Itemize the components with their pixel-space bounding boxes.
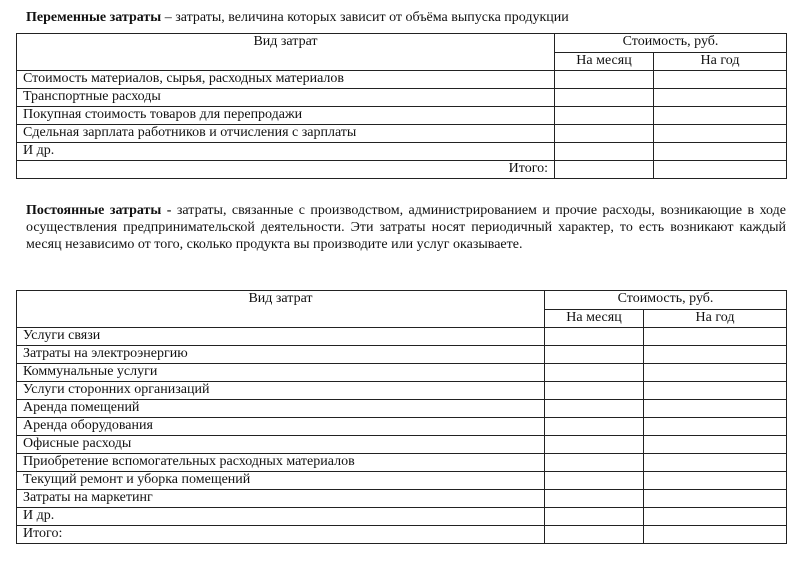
month-cost-cell[interactable] [555,143,654,161]
month-cost-cell[interactable] [545,382,644,400]
cost-type-cell: Стоимость материалов, сырья, расходных материалов [17,71,555,89]
table-row [17,436,787,454]
year-cost-cell[interactable] [654,143,787,161]
cost-type-cell: И др. [17,508,545,526]
table-row [17,364,787,382]
cost-type-cell: Приобретение вспомогательных расходных материалов [17,454,545,472]
total-label: Итого: [17,526,545,544]
table-row [17,71,787,89]
cost-type-cell: Офисные расходы [17,436,545,454]
month-cost-cell[interactable] [545,436,644,454]
month-cost-cell[interactable] [545,346,644,364]
cost-type-cell: Затраты на маркетинг [17,490,545,508]
year-cost-cell[interactable] [644,472,787,490]
variable-costs-definition: – затраты, величина которых зависит от объёма выпуска продукции [161,10,569,25]
cost-type-cell: Текущий ремонт и уборка помещений [17,472,545,490]
cost-type-cell: И др. [17,143,555,161]
month-cost-cell[interactable] [545,418,644,436]
year-cost-cell[interactable] [644,508,787,526]
total-label: Итого: [17,161,555,179]
month-cost-cell[interactable] [555,125,654,143]
table-row [17,490,787,508]
year-cost-cell[interactable] [644,454,787,472]
month-cost-cell[interactable] [555,107,654,125]
cost-type-cell: Услуги связи [17,328,545,346]
variable-costs-title: Переменные затраты [26,10,162,25]
month-cost-cell[interactable] [555,71,654,89]
cost-type-cell: Транспортные расходы [17,89,555,107]
table-row [17,107,787,125]
month-cost-cell[interactable] [545,508,644,526]
cost-type-cell: Покупная стоимость товаров для перепродажи [17,107,555,125]
variable-costs-table [16,33,787,179]
month-cost-cell[interactable] [555,89,654,107]
month-cost-cell[interactable] [545,400,644,418]
year-cost-cell[interactable] [644,400,787,418]
year-cost-cell[interactable] [644,490,787,508]
column-header-cost-type: Вид затрат [17,34,555,71]
column-header-per-month: На месяц [555,52,654,71]
table-row [17,400,787,418]
year-cost-cell[interactable] [644,328,787,346]
table-row [17,328,787,346]
column-header-per-year: На год [654,52,787,71]
cost-type-cell: Аренда помещений [17,400,545,418]
column-header-per-month: На месяц [545,309,644,328]
total-year-cell[interactable] [654,161,787,179]
year-cost-cell[interactable] [644,346,787,364]
fixed-costs-table [16,290,787,544]
month-cost-cell[interactable] [545,328,644,346]
table-row [17,454,787,472]
year-cost-cell[interactable] [654,71,787,89]
total-month-cell[interactable] [555,161,654,179]
fixed-costs-title: Постоянные затраты - [26,203,172,218]
cost-type-cell: Коммунальные услуги [17,364,545,382]
variable-costs-heading [26,10,786,26]
cost-type-cell: Услуги сторонних организаций [17,382,545,400]
fixed-costs-definition: затраты, связанные с производством, администрированием и прочие расходы, возникающие в ходе осуществления предпринимательской деятельности. Эти затраты носят периодичный характер, то есть возникают каждый месяц независимо от того, сколько продукта вы производите или услуг оказываете. [26,203,786,252]
table-row [17,346,787,364]
table-row [17,472,787,490]
column-header-cost-rub: Стоимость, руб. [545,291,787,310]
year-cost-cell[interactable] [654,125,787,143]
column-header-per-year: На год [644,309,787,328]
year-cost-cell[interactable] [644,364,787,382]
table-row [17,143,787,161]
cost-type-cell: Аренда оборудования [17,418,545,436]
cost-type-cell: Сдельная зарплата работников и отчисления с зарплаты [17,125,555,143]
table-row [17,418,787,436]
month-cost-cell[interactable] [545,490,644,508]
column-header-cost-type: Вид затрат [17,291,545,328]
year-cost-cell[interactable] [644,382,787,400]
table-row [17,125,787,143]
total-year-cell[interactable] [644,526,787,544]
table-row [17,89,787,107]
year-cost-cell[interactable] [654,107,787,125]
column-header-cost-rub: Стоимость, руб. [555,34,787,53]
year-cost-cell[interactable] [644,418,787,436]
year-cost-cell[interactable] [654,89,787,107]
month-cost-cell[interactable] [545,454,644,472]
year-cost-cell[interactable] [644,436,787,454]
cost-type-cell: Затраты на электроэнергию [17,346,545,364]
fixed-costs-heading [26,202,786,253]
month-cost-cell[interactable] [545,472,644,490]
month-cost-cell[interactable] [545,364,644,382]
table-row [17,382,787,400]
table-row [17,508,787,526]
total-month-cell[interactable] [545,526,644,544]
